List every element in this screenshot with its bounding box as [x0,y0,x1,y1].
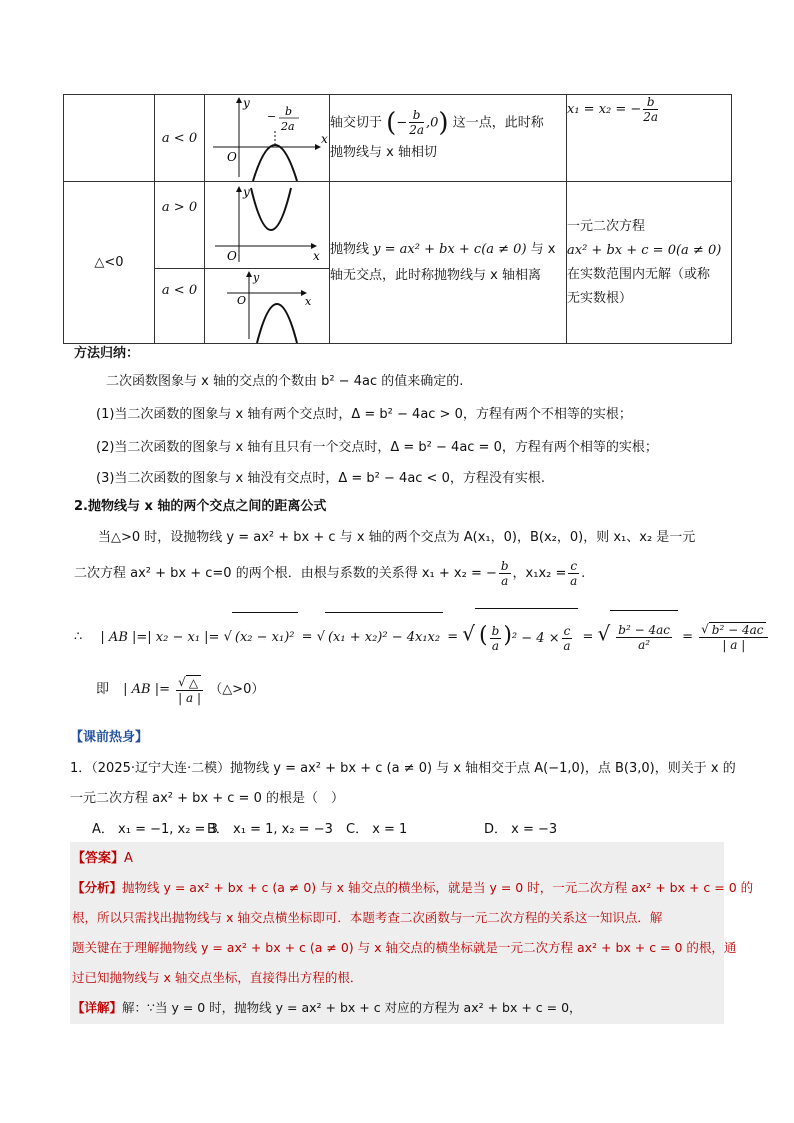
option-b: B． x₁ = 1, x₂ = −3 [207,822,333,837]
fraction-numerator: b² − 4ac [709,622,767,637]
detail-line [72,998,582,1016]
warmup-title: 【课前热身】 [70,730,149,745]
x-axis-label: x [305,295,312,308]
table-row [64,95,732,182]
question-line: 1．（2025·辽宁大连·二模）抛物线 y = ax² + bx + c (a ≠ 0) 与 x 轴相交于点 A(−1,0)，点 B(3,0)，则关于 x 的 [70,761,736,776]
method-item: (3)当二次函数的图象与 x 轴没有交点时，Δ = b² − 4ac < 0，方程没有实根. [96,471,545,486]
root-cell [567,95,732,182]
method-item: (2)当二次函数的图象与 x 轴有且只有一个交点时，Δ = b² − 4ac = 0，方程有两个相等的实根； [96,440,658,455]
question-line: 一元二次方程 ax² + bx + c = 0 的根是（ ） [70,791,344,806]
x-axis-label: x [313,249,320,263]
root-cell [567,182,732,344]
desc-text: 这一点，此时称 [452,115,544,131]
description-cell: 轴交切于 (− $\frac{b}{2a}$ ,0) 这一点，此时称 抛物线与 x 轴相切 [330,95,567,182]
paragraph-text: . [581,566,586,581]
analysis-text: 抛物线 y = ax² + bx + c (a ≠ 0) 与 x 轴交点的横坐标，就是当 y = 0 时，一元二次方程 ax² + bx + c = 0 的 [122,880,754,895]
desc-text: 与 x [530,241,556,257]
desc-text: 抛物线与 x 轴相切 [330,145,437,161]
analysis-line: 根，所以只需找出抛物线与 x 轴交点横坐标即可．本题考查二次函数与一元二次方程的关系这一知识点．解 [72,910,663,925]
option-c: C． x = 1 [346,822,408,837]
fraction-numerator: c [563,624,571,638]
graph-cell [205,269,330,344]
answer-box [70,842,724,1024]
desc-text: 轴无交点，此时称抛物线与 x 轴相离 [330,267,541,283]
root-formula: ax² + bx + c = 0(a ≠ 0) [567,242,722,258]
fraction-numerator: b [491,624,500,638]
condition-text: （△>0） [209,682,265,697]
x-axis-label: x [321,132,328,146]
fraction-denominator: | a | [178,690,202,705]
case-cell: a < 0 [155,269,205,344]
detail-text: 解：∵当 y = 0 时，抛物线 y = ax² + bx + c 对应的方程为 ax² + bx + c = 0， [122,1000,582,1015]
graph-cell [205,95,330,182]
fraction-numerator: c [570,559,578,573]
graph-cell [205,182,330,269]
distance-summary: 即 | AB |= $\frac{√ \triangle}{| a |}$ （△>0） [96,674,265,705]
formula-part: (x₂ − x₁)² [232,612,298,663]
origin-label: O [227,150,237,164]
case-cell: a > 0 [155,182,205,269]
method-intro: 二次函数图象与 x 轴的交点的个数由 b² − 4ac 的值来确定的. [106,374,464,389]
description-cell [330,182,567,344]
fraction-denominator: a [570,574,578,588]
root-formula: x₁ = x₂ = − [567,102,642,117]
method-title: 方法归纳： [74,346,140,361]
therefore-symbol: ∴ [74,629,83,645]
method-item: (1)当二次函数的图象与 x 轴有两个交点时，Δ = b² − 4ac > 0，方程有两个不相等的实根； [96,407,632,422]
fraction-denominator: | a | [722,638,746,652]
vertex-numerator: b [285,105,293,118]
answer-value: A [124,851,133,866]
paragraph: 当△>0 时，设抛物线 y = ax² + bx + c 与 x 轴的两个交点为 A(x₁，0)，B(x₂，0)，则 x₁、x₂ 是一元 [98,530,696,545]
properties-table [63,94,732,344]
paragraph [74,556,585,592]
analysis-line: 过已知抛物线与 x 轴交点坐标，直接得出方程的根． [72,970,363,985]
root-denominator: 2a [643,110,659,124]
option-d: D． x = −3 [484,822,558,837]
paragraph-text: 二次方程 ax² + bx + c=0 的两个根．由根与系数的关系得 x₁ + x₂ = − [74,566,497,581]
origin-label: O [237,294,247,307]
parabola-tangent-graph [205,95,330,181]
empty-cell [64,95,155,182]
y-axis-label: y [243,96,250,110]
formula-part: | AB |=| x₂ − x₁ |= [100,629,220,645]
formula-part: | AB |= [123,682,171,697]
answer-tag: 【答案】 [72,851,125,866]
analysis-tag: 【分析】 [72,880,123,895]
delta-cell: △<0 [64,182,155,344]
analysis-line: 题关键在于理解抛物线 y = ax² + bx + c (a ≠ 0) 与 x 轴交点的横坐标就是一元二次方程 ax² + bx + c = 0 的根，通 [72,940,737,955]
root-numerator: b [643,95,658,110]
parabola-up-graph [205,182,330,268]
vertex-denominator: 2a [281,120,295,133]
y-axis-label: y [243,185,250,199]
fraction-numerator: △ [186,675,201,690]
ji-label: 即 [96,682,110,697]
option-a: A． x₁ = −1, x₂ = 3 [92,822,218,837]
fraction-denominator: a [491,639,500,653]
paragraph-text: ，x₁x₂ = [512,566,567,581]
section-title: 2.抛物线与 x 轴的两个交点之间的距离公式 [74,499,327,514]
vertex-minus: − [267,110,277,123]
desc-text: 抛物线 [330,241,370,257]
fraction-numerator: b [500,559,509,573]
root-text: 在实数范围内无解（或称 [567,266,711,282]
root-text: 一元二次方程 [567,218,646,234]
parabola-down-graph [205,269,330,343]
table-row [64,182,732,269]
case-cell: a < 0 [155,95,205,182]
point-numerator: b [409,108,424,123]
fraction-denominator: a² [638,637,651,652]
y-axis-label: y [253,271,260,284]
formula-part: (x₁ + x₂)² − 4x₁x₂ [325,612,443,663]
origin-label: O [227,249,237,263]
detail-tag: 【详解】 [72,1000,123,1015]
formula-part: ² − 4 × [511,631,560,646]
fraction-denominator: a [563,639,571,653]
distance-formula: ∴ | AB |=| x₂ − x₁ |= √ (x₂ − x₁)² = √ (x₁ + x₂)² − 4x₁x₂ = √ ( $\frac{b}{a}$ )² − 4 × $\frac{c}{a}$ = √ $\frac{\text{b² − 4ac}}{\text{a²}}$ = $\frac{\text{√ b² − 4ac}}{| a |}$ [74,608,770,666]
fraction-numerator: b² − 4ac [618,622,670,637]
fraction-denominator: a [501,574,509,588]
root-text: 无实数根） [567,290,633,306]
answer-line [72,847,133,866]
desc-text: 轴交切于 [330,115,383,131]
point-denominator: 2a [409,123,425,138]
analysis-line [72,878,753,896]
desc-formula: y = ax² + bx + c(a ≠ 0) [373,241,527,257]
